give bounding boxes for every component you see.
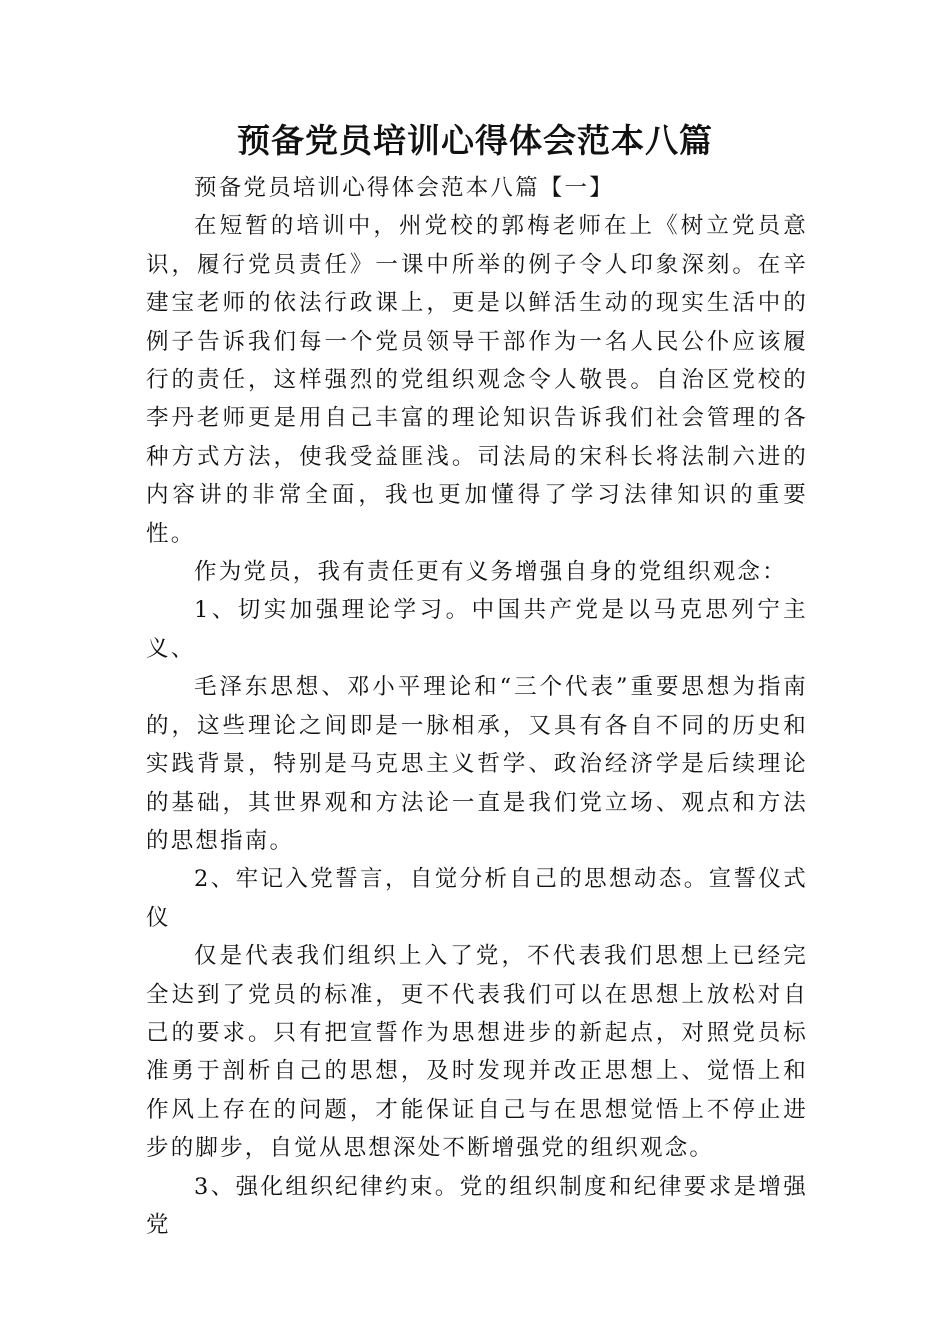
document-title: 预备党员培训心得体会范本八篇 (237, 121, 713, 160)
paragraph: 2、牢记入党誓言，自觉分析自己的思想动态。宣誓仪式仪 (146, 866, 808, 931)
section-heading: 预备党员培训心得体会范本八篇【一】 (194, 175, 614, 201)
paragraph: 作为党员，我有责任更有义务增强自身的党组织观念： (194, 559, 787, 586)
document-body (146, 169, 808, 1244)
paragraph: 在短暂的培训中，州党校的郭梅老师在上《树立党员意识，履行党员责任》一课中所举的例子令人印象深刻。在辛建宝老师的依法行政课上，更是以鲜活生动的现实生活中的例子告诉我们每一个党员领导干部作为一名人民公仆应该履行的责任，这样强烈的党组织观念令人敬畏。自治区党校的李丹老师更是用自己丰富的理论知识告诉我们社会管理的各种方式方法，使我受益匪浅。司法局的宋科长将法制六进的内容讲的非常全面，我也更加懂得了学习法律知识的重要性。 (146, 213, 808, 547)
paragraph: 仅是代表我们组织上入了党，不代表我们思想上已经完全达到了党员的标准，更不代表我们可以在思想上放松对自己的要求。只有把宣誓作为思想进步的新起点，对照党员标准勇于剖析自己的思想，及时发现并改正思想上、觉悟上和作风上存在的问题，才能保证自己与在思想觉悟上不停止进步的脚步，自觉从思想深处不断增强党的组织观念。 (146, 943, 808, 1162)
paragraph: 1、切实加强理论学习。中国共产党是以马克思列宁主义、 (146, 597, 808, 662)
paragraph: 3、强化组织纪律约束。党的组织制度和纪律要求是增强党 (146, 1173, 808, 1238)
paragraph: 毛泽东思想、邓小平理论和“三个代表”重要思想为指南的，这些理论之间即是一脉相承，又具有各自不同的历史和实践背景，特别是马克思主义哲学、政治经济学是后续理论的基础，其世界观和方法论一直是我们党立场、观点和方法的思想指南。 (146, 674, 808, 854)
